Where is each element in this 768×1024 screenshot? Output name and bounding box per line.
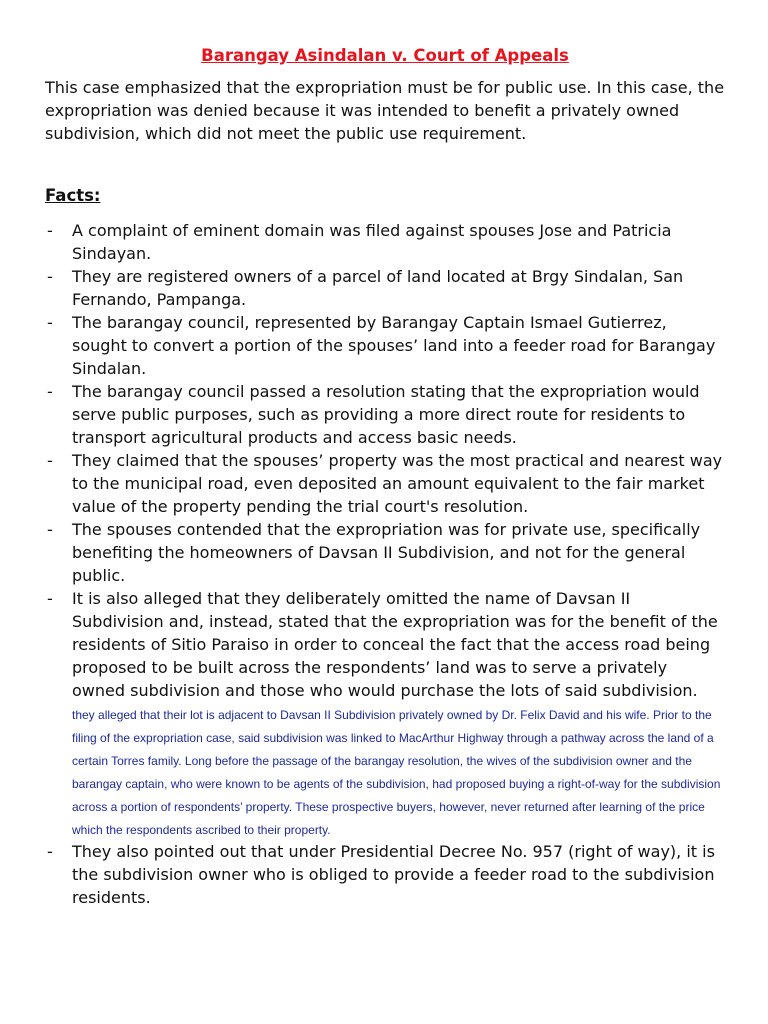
fact-item (45, 311, 725, 380)
bullet-dash: - (47, 842, 53, 861)
fact-item (45, 840, 725, 909)
fact-text: The barangay council, represented by Barangay Captain Ismael Gutierrez, sought to convert a portion of the spouses’ land into a feeder road for Barangay Sindalan. (72, 313, 716, 378)
fact-item (45, 587, 725, 840)
fact-item (45, 219, 725, 265)
fact-item (45, 265, 725, 311)
bullet-dash: - (47, 267, 53, 286)
fact-text: They claimed that the spouses’ property was the most practical and nearest way to the municipal road, even deposited an amount equivalent to the fair market value of the property pending the trial court's resolution. (72, 451, 723, 516)
fact-text: The spouses contended that the expropriation was for private use, specifically benefiting the homeowners of Davsan II Subdivision, and not for the general public. (72, 520, 701, 585)
fact-item (45, 380, 725, 449)
facts-list (45, 219, 725, 909)
fact-text: They are registered owners of a parcel of land located at Brgy Sindalan, San Fernando, Pampanga. (72, 267, 684, 309)
bullet-dash: - (47, 313, 53, 332)
fact-text: They also pointed out that under Presidential Decree No. 957 (right of way), it is the subdivision owner who is obliged to provide a feeder road to the subdivision residents. (72, 842, 715, 907)
fact-text: It is also alleged that they deliberately omitted the name of Davsan II Subdivision and, instead, stated that the expropriation was for the benefit of the residents of Sitio Paraiso in order to conceal the fact that the access road being proposed to be built across the respondents’ land was to serve a privately owned subdivision and those who would purchase the lots of said subdivision. (72, 589, 718, 700)
facts-heading: Facts: (45, 186, 101, 205)
fact-text: The barangay council passed a resolution stating that the expropriation would serve public purposes, such as providing a more direct route for residents to transport agricultural products and access basic needs. (72, 382, 700, 447)
fact-text: A complaint of eminent domain was filed against spouses Jose and Patricia Sindayan. (72, 221, 672, 263)
bullet-dash: - (47, 589, 53, 608)
bullet-dash: - (47, 451, 53, 470)
fact-item (45, 449, 725, 518)
document-page (45, 45, 725, 909)
intro-paragraph: This case emphasized that the expropriation must be for public use. In this case, the expropriation was denied because it was intended to benefit a privately owned subdivision, which did not meet the public use requirement. (45, 78, 725, 143)
inline-note: they alleged that their lot is adjacent to Davsan II Subdivision privately owned by Dr. Felix David and his wife. Prior to the filing of the expropriation case, said subdivision was linked to MacArthur Highway through a pathway across the land of a certain Torres family. Long before the passage of the barangay resolution, the wives of the subdivision owner and the barangay captain, who were known to be agents of the subdivision, had proposed buying a right-of-way for the subdivision across a portion of respondents’ property. These prospective buyers, however, never returned after learning of the price which the respondents ascribed to their property. (72, 708, 721, 837)
bullet-dash: - (47, 520, 53, 539)
bullet-dash: - (47, 382, 53, 401)
document-title: Barangay Asindalan v. Court of Appeals (201, 46, 569, 65)
fact-item (45, 518, 725, 587)
bullet-dash: - (47, 221, 53, 240)
